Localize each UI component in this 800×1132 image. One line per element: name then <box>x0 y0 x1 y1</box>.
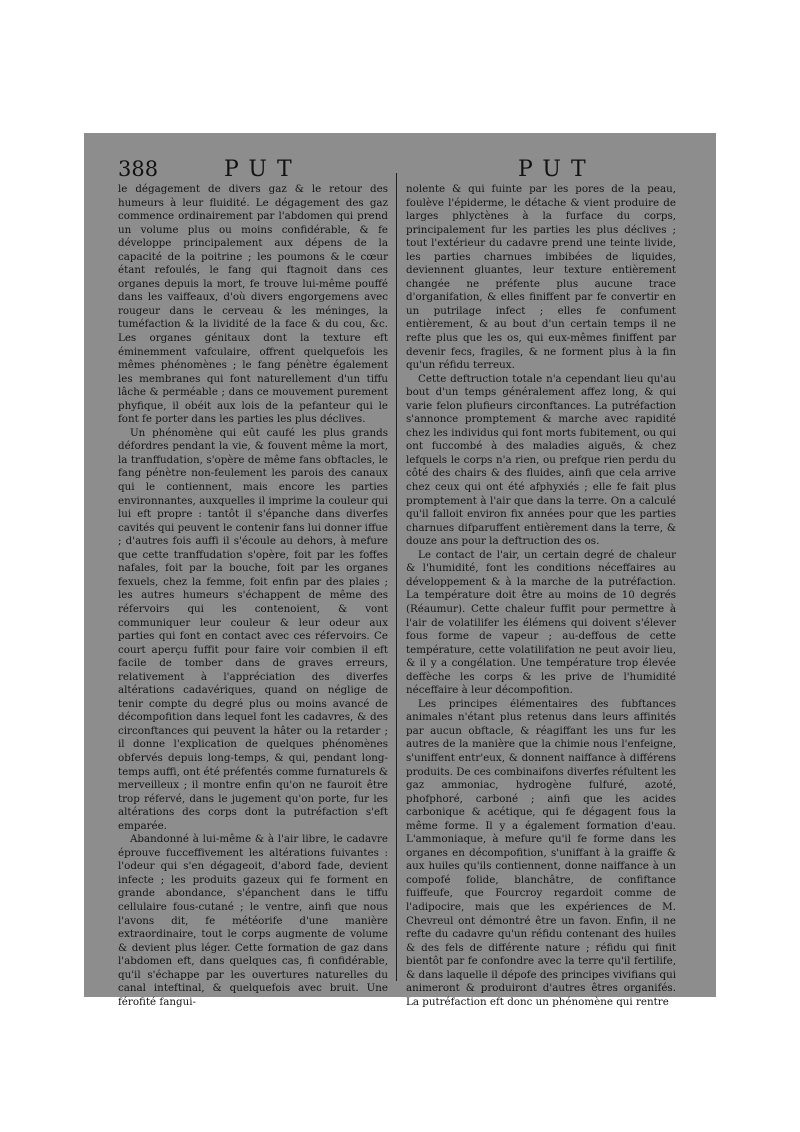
book-page <box>84 133 716 1008</box>
left-column <box>118 183 388 1009</box>
paragraph: Cette deftruction totale n'a cependant lieu qu'au bout d'un temps généralement affez long, & qui varie felon plufieurs circonftances. La putréfaction s'annonce promptement & marche avec rapidité chez les individus qui font morts fubitement, ou qui ont fuccombé à des maladies aiguës, & chez lefquels le corps n'a rien, ou prefque rien perdu du côté des chairs & des fluides, ainfi que cela arrive chez ceux qui ont été afphyxiés ; elle fe fait plus promptement à l'air que dans la terre. On a calculé qu'il falloit environ fix années pour que les parties charnues difparuffent entièrement dans la terre, & douze ans pour la deftruction des os. <box>406 372 676 548</box>
paragraph: Le contact de l'air, un certain degré de chaleur & l'humidité, font les conditions néceffaires au développement & à la marche de la putréfaction. La température doit être au moins de 10 degrés (Réaumur). Cette chaleur fuffit pour permettre à l'air de volatilifer les élémens qui doivent s'élever fous forme de vapeur ; au-deffous de cette température, cette volatilifation ne peut avoir lieu, & il y a congélation. Une température trop élevée deffèche les corps & les prive de l'humidité néceffaire à leur décompofition. <box>406 548 676 697</box>
page-number: 388 <box>118 157 159 181</box>
paragraph: Les principes élémentaires des fubftances animales n'étant plus retenus dans leurs affinités par aucun obftacle, & réagiffant les uns fur les autres de la manière que la chimie nous l'enfeigne, s'uniffent entr'eux, & donnent naiffance à différens produits. De ces combinaifons diverfes réfultent les gaz ammoniac, hydrogène fulfuré, azoté, phofphoré, carboné ; ainfi que les acides carbonique & acétique, qui fe dégagent fous la même forme. Il y a également formation d'eau. L'ammoniaque, à mefure qu'il fe forme dans les organes en décompofition, s'uniffant à la graiffe & aux huiles qu'ils contiennent, donne naiffance à un compofé folide, blanchâtre, de confiftance fuiffeufe, que Fourcroy regardoit comme de l'adipocire, mais que les expériences de M. Chevreul ont démontré être un favon. Enfin, il ne refte du cadavre qu'un réfidu contenant des huiles & des fels de différente nature ; réfidu qui finit bientôt par fe confondre avec la terre qu'il fertilife, & dans laquelle il dépofe des principes vivifians qui animeront & produiront d'autres êtres organifés. La putréfaction eft donc un phénomène qui rentre <box>406 697 676 1008</box>
running-head-right: PUT <box>518 157 596 182</box>
column-divider <box>396 173 397 981</box>
paragraph: Abandonné à lui-même & à l'air libre, le cadavre éprouve fucceffivement les altérations fuivantes : l'odeur qui s'en dégageoit, d'abord fade, devient infecte ; les produits gazeux qui fe forment en grande abondance, s'épanchent dans le tiffu cellulaire fous-cutané ; le ventre, ainfi que nous l'avons dit, fe météorife d'une manière extraordinaire, tout le corps augmente de volume & devient plus léger. Cette formation de gaz dans l'abdomen eft, dans quelques cas, fi confidérable, qu'il s'échappe par les ouvertures naturelles du canal inteftinal, & quelquefois avec bruit. Une férofité fangui- <box>118 833 388 1008</box>
paragraph: nolente & qui fuinte par les pores de la peau, foulève l'épiderme, le détache & vient produire de larges phlyctènes à la furface du corps, principalement fur les parties les plus déclives ; tout l'extérieur du cadavre prend une teinte livide, les parties charnues imbibées de liquides, deviennent gluantes, leur texture entièrement changée ne préfente plus aucune trace d'organifation, & elles finiffent par fe convertir en un putrilage infect ; elles fe confument entièrement, & au bout d'un certain temps il ne refte plus que les os, qui eux-mêmes finiffent par devenir fecs, fragiles, & ne forment plus à la fin qu'un réfidu terreux. <box>406 183 676 372</box>
running-head-left: PUT <box>224 157 302 182</box>
paragraph: le dégagement de divers gaz & le retour des humeurs à leur fluidité. Le dégagement des gaz commence ordinairement par l'abdomen qui prend un volume plus ou moins confidérable, & fe développe principalement aux dépens de la capacité de la poitrine ; les poumons & le cœur étant refoulés, le fang qui ftagnoit dans ces organes depuis la mort, fe trouve lui-même pouffé dans les vaiffeaux, d'où divers engorgemens avec rougeur dans le cerveau & les méninges, la tuméfaction & la lividité de la face & du cou, &c. Les organes génitaux dont la texture eft éminemment vafculaire, offrent quelquefois les mêmes phénomènes ; le fang pénètre également les membranes qui font naturellement d'un tiffu lâche & perméable ; dans ce mouvement purement phyfique, il obéit aux lois de la pefanteur qui le font fe porter dans les parties les plus déclives. <box>118 183 388 426</box>
paragraph: Un phénomène qui eût caufé les plus grands défordres pendant la vie, & fouvent même la mort, la tranffudation, s'opère de même fans obftacles, le fang pénètre non-feulement les parois des canaux qui le contiennent, mais encore les parties environnantes, auxquelles il imprime la couleur qui lui eft propre : tantôt il s'épanche dans diverfes cavités qui peuvent le contenir fans lui donner iffue ; d'autres fois auffi il s'écoule au dehors, à mefure que cette tranffudation s'opère, foit par les foffes nafales, foit par la bouche, foit par les organes fexuels, chez la femme, foit enfin par des plaies ; les autres humeurs s'échappent de même des réfervoirs qui les contenoient, & vont communiquer leur couleur & leur odeur aux parties qui font en contact avec ces réfervoirs. Ce court aperçu fuffit pour faire voir combien il eft facile de tomber dans de graves erreurs, relativement à l'appréciation des diverfes altérations cadavériques, quand on néglige de tenir compte du degré plus ou moins avancé de décompofition dans lequel font les cadavres, & des circonftances qui peuvent la hâter ou la retarder ; il donne l'explication de quelques phénomènes obfervés depuis long-temps, & qui, pendant long-temps auffi, ont été préfentés comme furnaturels & merveilleux ; il montre enfin qu'on ne fauroit être trop réfervé, dans le jugement qu'on porte, fur les altérations des corps dont la putréfaction s'eft emparée. <box>118 426 388 832</box>
right-column <box>406 183 676 1009</box>
